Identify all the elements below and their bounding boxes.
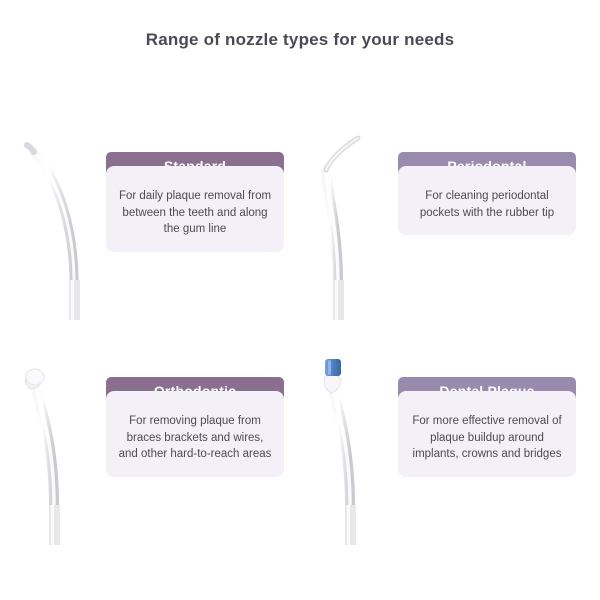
nozzle-description-orthodontic: For removing plaque from braces brackets and wires, and other hard-to-reach areas [118, 415, 272, 461]
nozzle-card-dental-plaque [300, 355, 590, 570]
page-title: Range of nozzle types for your needs [145, 30, 455, 49]
nozzle-card-orthodontic [8, 355, 298, 570]
nozzle-description-box-periodontal [398, 166, 576, 235]
nozzle-card-standard [8, 130, 298, 345]
nozzle-info-periodontal [398, 152, 576, 235]
nozzle-description-box-orthodontic [106, 391, 284, 477]
nozzle-info-orthodontic [106, 377, 284, 477]
nozzle-description-standard: For daily plaque removal from between the teeth and along the gum line [118, 190, 272, 236]
nozzle-dental-plaque-icon [300, 355, 400, 545]
nozzle-description-box-dental-plaque [398, 391, 576, 477]
nozzle-orthodontic-icon [8, 355, 108, 545]
nozzle-card-periodontal [300, 130, 590, 345]
nozzle-info-dental-plaque [398, 377, 576, 477]
nozzle-info-standard [106, 152, 284, 252]
nozzle-periodontal-icon [300, 130, 400, 320]
nozzle-description-periodontal: For cleaning periodontal pockets with the rubber tip [419, 190, 555, 219]
nozzle-description-dental-plaque: For more effective removal of plaque buildup around implants, crowns and bridges [412, 415, 562, 461]
nozzle-description-box-standard [106, 166, 284, 252]
nozzle-grid [0, 130, 600, 550]
nozzle-standard-icon [8, 130, 108, 320]
